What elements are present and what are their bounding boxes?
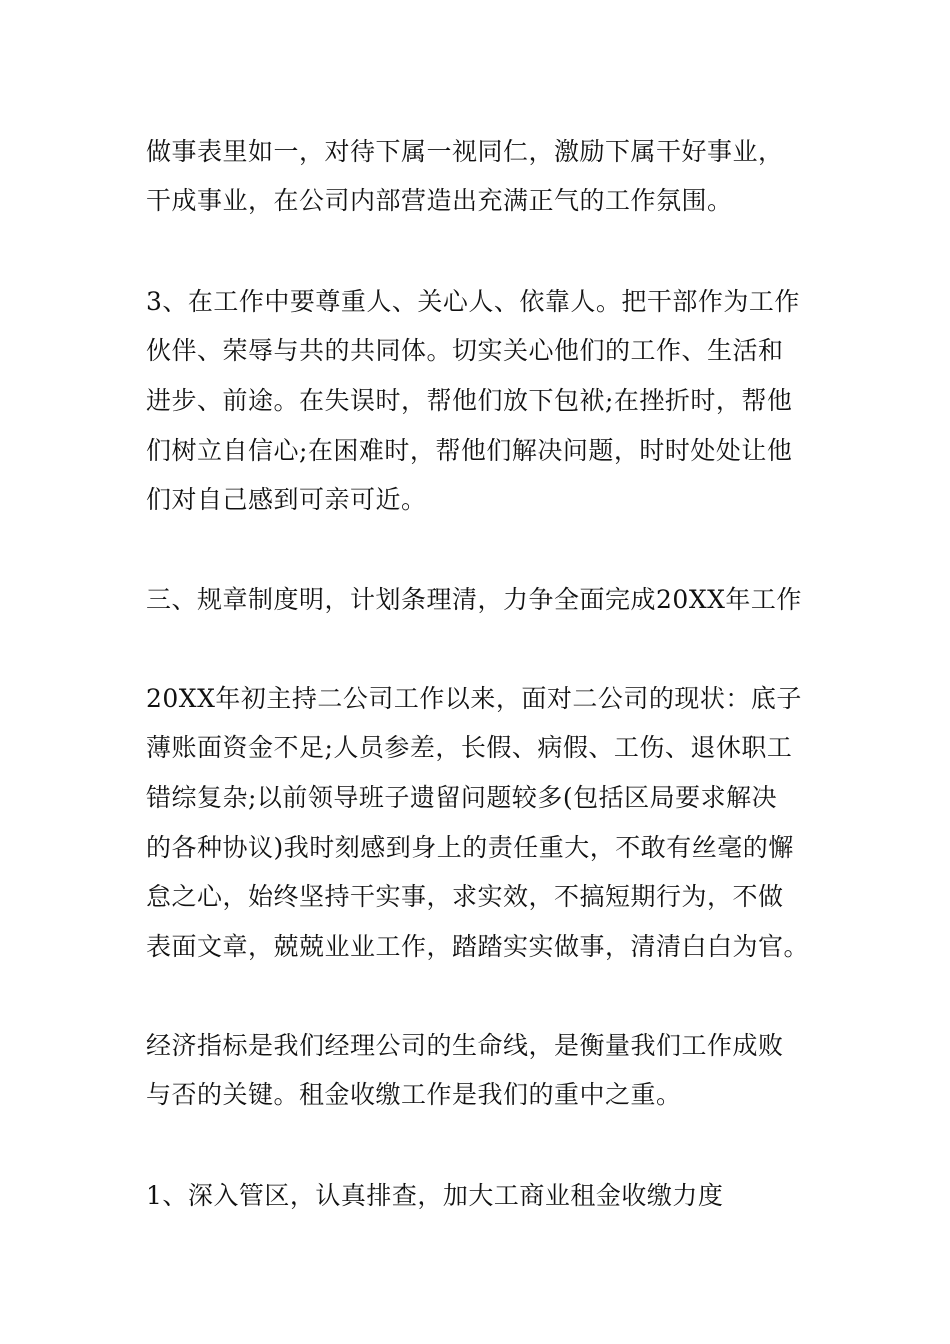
paragraph-4-line-1: 20XX年初主持二公司工作以来，面对二公司的现状：底子	[146, 684, 802, 713]
section-heading: 三、规章制度明，计划条理清，力争全面完成20XX年工作	[146, 585, 802, 614]
paragraph-2-line-4: 们树立自信心;在困难时，帮他们解决问题，时时处处让他	[146, 436, 793, 465]
paragraph-2-line-3: 进步、前途。在失误时，帮他们放下包袱;在挫折时，帮他	[146, 386, 793, 415]
paragraph-4-line-6: 表面文章，兢兢业业工作，踏踏实实做事，清清白白为官。	[146, 932, 810, 961]
paragraph-1-line-1: 做事表里如一，对待下属一视同仁，激励下属干好事业，	[146, 137, 784, 166]
paragraph-2-line-1: 3、在工作中要尊重人、关心人、依靠人。把干部作为工作	[146, 287, 800, 316]
subsection-heading: 1、深入管区，认真排查，加大工商业租金收缴力度	[146, 1181, 724, 1210]
paragraph-5-line-2: 与否的关键。租金收缴工作是我们的重中之重。	[146, 1080, 682, 1109]
paragraph-4-line-3: 错综复杂;以前领导班子遗留问题较多(包括区局要求解决	[146, 783, 778, 812]
paragraph-2-line-5: 们对自己感到可亲可近。	[146, 485, 427, 514]
paragraph-4-line-5: 怠之心，始终坚持干实事，求实效，不搞短期行为，不做	[146, 882, 784, 911]
paragraph-4-line-2: 薄账面资金不足;人员参差，长假、病假、工伤、退休职工	[146, 733, 793, 762]
paragraph-5-line-1: 经济指标是我们经理公司的生命线，是衡量我们工作成败	[146, 1031, 784, 1060]
paragraph-2-line-2: 伙伴、荣辱与共的共同体。切实关心他们的工作、生活和	[146, 336, 784, 365]
paragraph-4-line-4: 的各种协议)我时刻感到身上的责任重大，不敢有丝毫的懈	[146, 833, 794, 862]
paragraph-1-line-2: 干成事业，在公司内部营造出充满正气的工作氛围。	[146, 186, 733, 215]
